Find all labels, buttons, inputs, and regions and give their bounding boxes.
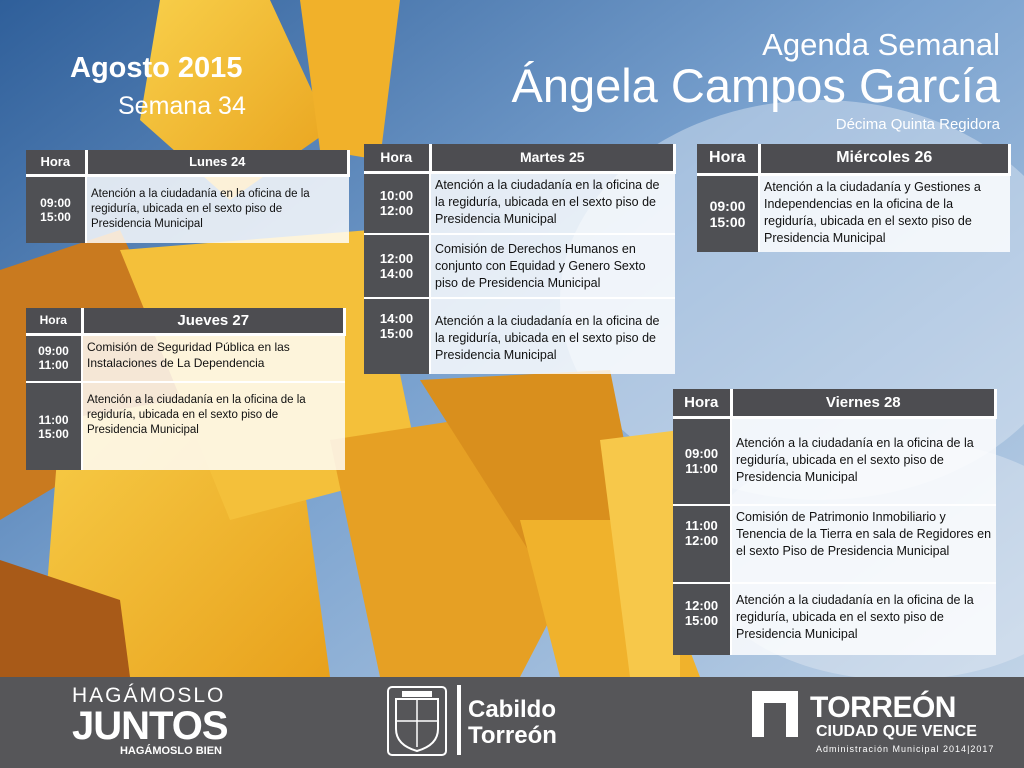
slogan-main: JUNTOS: [72, 704, 228, 748]
table-row: [673, 505, 996, 583]
hour-header: Hora: [26, 308, 82, 334]
event-desc: Atención a la ciudadanía en la oficina de la regiduría, ubicada en el sexto piso de Presidencia Municipal: [430, 298, 675, 374]
time-cell: 12:00 14:00: [364, 234, 430, 298]
footer-bar: [0, 677, 1024, 768]
event-desc: Comisión de Seguridad Pública en las Instalaciones de La Dependencia: [82, 334, 345, 382]
event-desc: Atención a la ciudadanía en la oficina de la regiduría, ubicada en el sexto piso de Presidencia Municipal: [731, 583, 996, 655]
table-miercoles: [697, 144, 1011, 252]
event-desc: Atención a la ciudadanía y Gestiones a Independencias en la oficina de la regiduría, ubicada en el sexto piso de Presidencia Municipal: [759, 174, 1010, 252]
time-cell: 09:00 11:00: [673, 417, 731, 505]
time-cell: 11:00 15:00: [26, 382, 82, 470]
time-cell: 12:00 15:00: [673, 583, 731, 655]
table-viernes: [673, 389, 997, 655]
administration-label: Administración Municipal 2014|2017: [816, 744, 995, 754]
slogan-bottom: HAGÁMOSLO BIEN: [119, 745, 222, 757]
table-martes: [364, 144, 676, 374]
table-row: [26, 334, 345, 382]
time-cell: 09:00 11:00: [26, 334, 82, 382]
time-cell: 14:00 15:00: [364, 298, 430, 374]
cabildo-line1: Cabildo: [468, 696, 556, 723]
event-desc: Atención a la ciudadanía en la oficina de la regiduría, ubicada en el sexto piso de Presidencia Municipal: [86, 175, 349, 243]
event-desc: Atención a la ciudadanía en la oficina de la regiduría, ubicada en el sexto piso de Presidencia Municipal: [82, 382, 345, 470]
cabildo-logo: [468, 697, 557, 749]
event-desc: Comisión de Derechos Humanos en conjunto con Equidad y Genero Sexto piso de Presidencia Municipal: [430, 234, 675, 298]
table-row: [364, 172, 675, 234]
month-year-label: Agosto 2015: [70, 52, 243, 84]
table-jueves: [26, 308, 346, 470]
table-row: [26, 175, 349, 243]
slogan-logo: [72, 685, 232, 757]
agenda-label: Agenda Semanal: [762, 27, 1000, 62]
hour-header: Hora: [673, 389, 731, 417]
city-tagline: CIUDAD QUE VENCE: [816, 723, 977, 740]
cabildo-line2: Torreón: [468, 722, 557, 749]
event-desc: Atención a la ciudadanía en la oficina de la regiduría, ubicada en el sexto piso de Presidencia Municipal: [731, 417, 996, 505]
hour-header: Hora: [26, 150, 86, 175]
table-row: [26, 382, 345, 470]
torreon-logo-icon: [752, 691, 798, 737]
week-label: Semana 34: [118, 92, 246, 120]
hour-header: Hora: [364, 144, 430, 172]
day-header-viernes: Viernes 28: [731, 389, 996, 417]
time-cell: 10:00 12:00: [364, 172, 430, 234]
event-desc: Comisión de Patrimonio Inmobiliario y Tenencia de la Tierra en sala de Regidores en el sexto Piso de Presidencia Municipal: [731, 505, 996, 583]
time-cell: 11:00 12:00: [673, 505, 731, 583]
day-header-lunes: Lunes 24: [86, 150, 349, 175]
role-label: Décima Quinta Regidora: [835, 116, 1000, 133]
day-header-martes: Martes 25: [430, 144, 675, 172]
day-header-jueves: Jueves 27: [82, 308, 345, 334]
coat-of-arms-icon: [386, 685, 448, 757]
time-cell: 09:00 15:00: [697, 174, 759, 252]
city-name: TORREÓN: [810, 691, 956, 724]
person-name: Ángela Campos García: [511, 59, 1000, 112]
slogan-top: HAGÁMOSLO: [72, 684, 226, 707]
table-row: [364, 234, 675, 298]
hour-header: Hora: [697, 144, 759, 174]
time-cell: 09:00 15:00: [26, 175, 86, 243]
title-block: [511, 28, 1000, 136]
event-desc: Atención a la ciudadanía en la oficina de la regiduría, ubicada en el sexto piso de Presidencia Municipal: [430, 172, 675, 234]
table-row: [673, 417, 996, 505]
day-header-miercoles: Miércoles 26: [759, 144, 1010, 174]
table-lunes: [26, 150, 350, 243]
table-row: [673, 583, 996, 655]
table-row: [697, 174, 1010, 252]
table-row: [364, 298, 675, 374]
divider: [457, 685, 461, 755]
